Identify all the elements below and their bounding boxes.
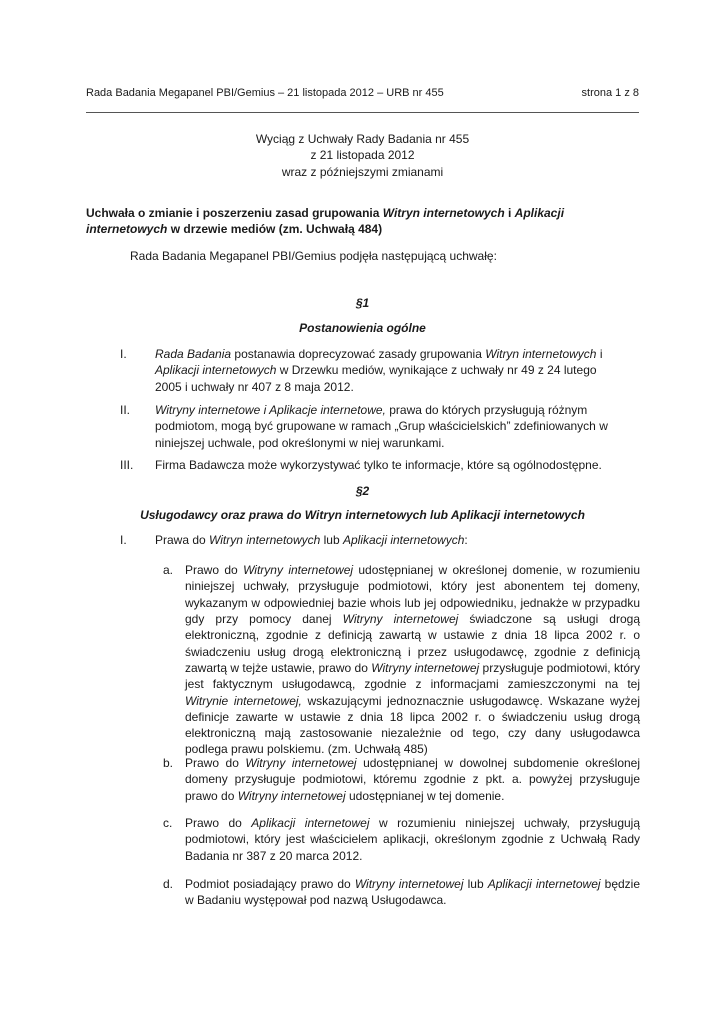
section-2-number: §2 xyxy=(355,484,370,498)
item-number: II. xyxy=(120,403,131,417)
item-text: Rada Badania postanawia doprecyzować zasady grupowania Witryn internetowych i Aplikacji internetowych w Drzewku mediów, wynikające z uchwały nr 49 z 24 lutego 2005 i uchwały nr 407 z 8 maja 2012. xyxy=(155,347,603,394)
title-line-2: z 21 listopada 2012 xyxy=(310,148,415,163)
section-1-title: Postanowienia ogólne xyxy=(299,321,426,335)
s1-item-2 xyxy=(120,402,620,451)
item-number: III. xyxy=(120,458,134,472)
page-header xyxy=(86,86,639,101)
resolution-title: Uchwała o zmianie i poszerzeniu zasad grupowania Witryn internetowych i Aplikacji internetowych w drzewie mediów (zm. Uchwałą 484) xyxy=(86,206,565,237)
s2-item-1 xyxy=(120,532,620,548)
s1-item-1 xyxy=(120,346,620,395)
header-divider xyxy=(86,112,639,113)
s2-sub-b xyxy=(163,755,640,804)
sub-item-text: Prawo do Witryny internetowej udostępnianej w dowolnej subdomenie określonej domeny przysługuje podmiotowi, któremu zgodnie z pkt. a. powyżej przysługuje prawo do Witryny internetowej udostępnianej w tej domenie. xyxy=(185,756,641,803)
s2-sub-c xyxy=(163,815,640,864)
sub-item-text: Prawo do Aplikacji internetowej w rozumieniu niniejszej uchwały, przysługują podmiotowi, który jest właścicielem aplikacji, określonym zgodnie z Uchwałą Rady Badania nr 387 z 20 marca 2012. xyxy=(185,816,641,863)
item-text: Prawa do Witryn internetowych lub Aplikacji internetowych: xyxy=(155,533,468,547)
title-line-1: Wyciąg z Uchwały Rady Badania nr 455 xyxy=(255,132,470,146)
sub-item-letter: a. xyxy=(163,563,174,577)
sub-item-letter: c. xyxy=(163,816,173,830)
sub-item-letter: b. xyxy=(163,756,174,770)
sub-item-text: Podmiot posiadający prawo do Witryny internetowej lub Aplikacji internetowej będzie w Badaniu występował pod nazwą Usługodawca. xyxy=(185,877,641,908)
s1-item-3 xyxy=(120,457,620,473)
sub-item-letter: d. xyxy=(163,877,174,891)
section-2-title: Usługodawcy oraz prawa do Witryn internetowych lub Aplikacji internetowych xyxy=(140,508,585,522)
section-1-number: §1 xyxy=(355,296,370,310)
title-line-3: wraz z późniejszymi zmianami xyxy=(281,164,444,179)
item-number: I. xyxy=(120,533,127,547)
intro-paragraph: Rada Badania Megapanel PBI/Gemius podjęła następującą uchwałę: xyxy=(130,249,497,263)
page-number: strona 1 z 8 xyxy=(581,87,639,99)
sub-item-text: Prawo do Witryny internetowej udostępnianej w określonej domenie, w rozumieniu niniejszej uchwały, przysługuje podmiotowi, który jest abonentem tej domeny, wykazanym w odpowiedniej bazie whois lub jej odpowiedniku, jednakże w przypadku gdy przy pomocy danej Witryny internetowej świadczone są usługi drogą elektroniczną, zgodnie z definicją zawartą w ustawie z dnia 18 lipca 2002 r. o świadczeniu usług drogą elektroniczną i przez usługodawcę, zgodnie z definicją zawartą w tejże ustawie, prawo do Witryny internetowej przysługuje podmiotowi, który jest faktycznym usługodawcą, zgodnie z informacjami zamieszczonymi na tej Witrynie internetowej, wskazującymi jednoznacznie usługodawcę. Wskazane wyżej definicje zawarte w ustawie z dnia 18 lipca 2002 r. o świadczeniu usług drogą elektroniczną mają zastosowanie niezależnie od tego, czy dany usługodawca podlega prawu polskiemu. (zm. Uchwałą 485) xyxy=(185,563,641,757)
item-text: Witryny internetowe i Aplikacje internetowe, prawa do których przysługują różnym podmiotom, mogą być grupowane w ramach „Grup właścicielskich” zdefiniowanych w niniejszej uchwale, pod określonymi w niej warunkami. xyxy=(155,403,608,450)
s2-sub-a xyxy=(163,562,640,758)
item-text: Firma Badawcza może wykorzystywać tylko te informacje, które są ogólnodostępne. xyxy=(155,458,602,472)
s2-sub-d xyxy=(163,876,640,909)
document-title xyxy=(86,131,639,180)
header-title: Rada Badania Megapanel PBI/Gemius – 21 listopada 2012 – URB nr 455 xyxy=(86,87,444,99)
item-number: I. xyxy=(120,347,127,361)
